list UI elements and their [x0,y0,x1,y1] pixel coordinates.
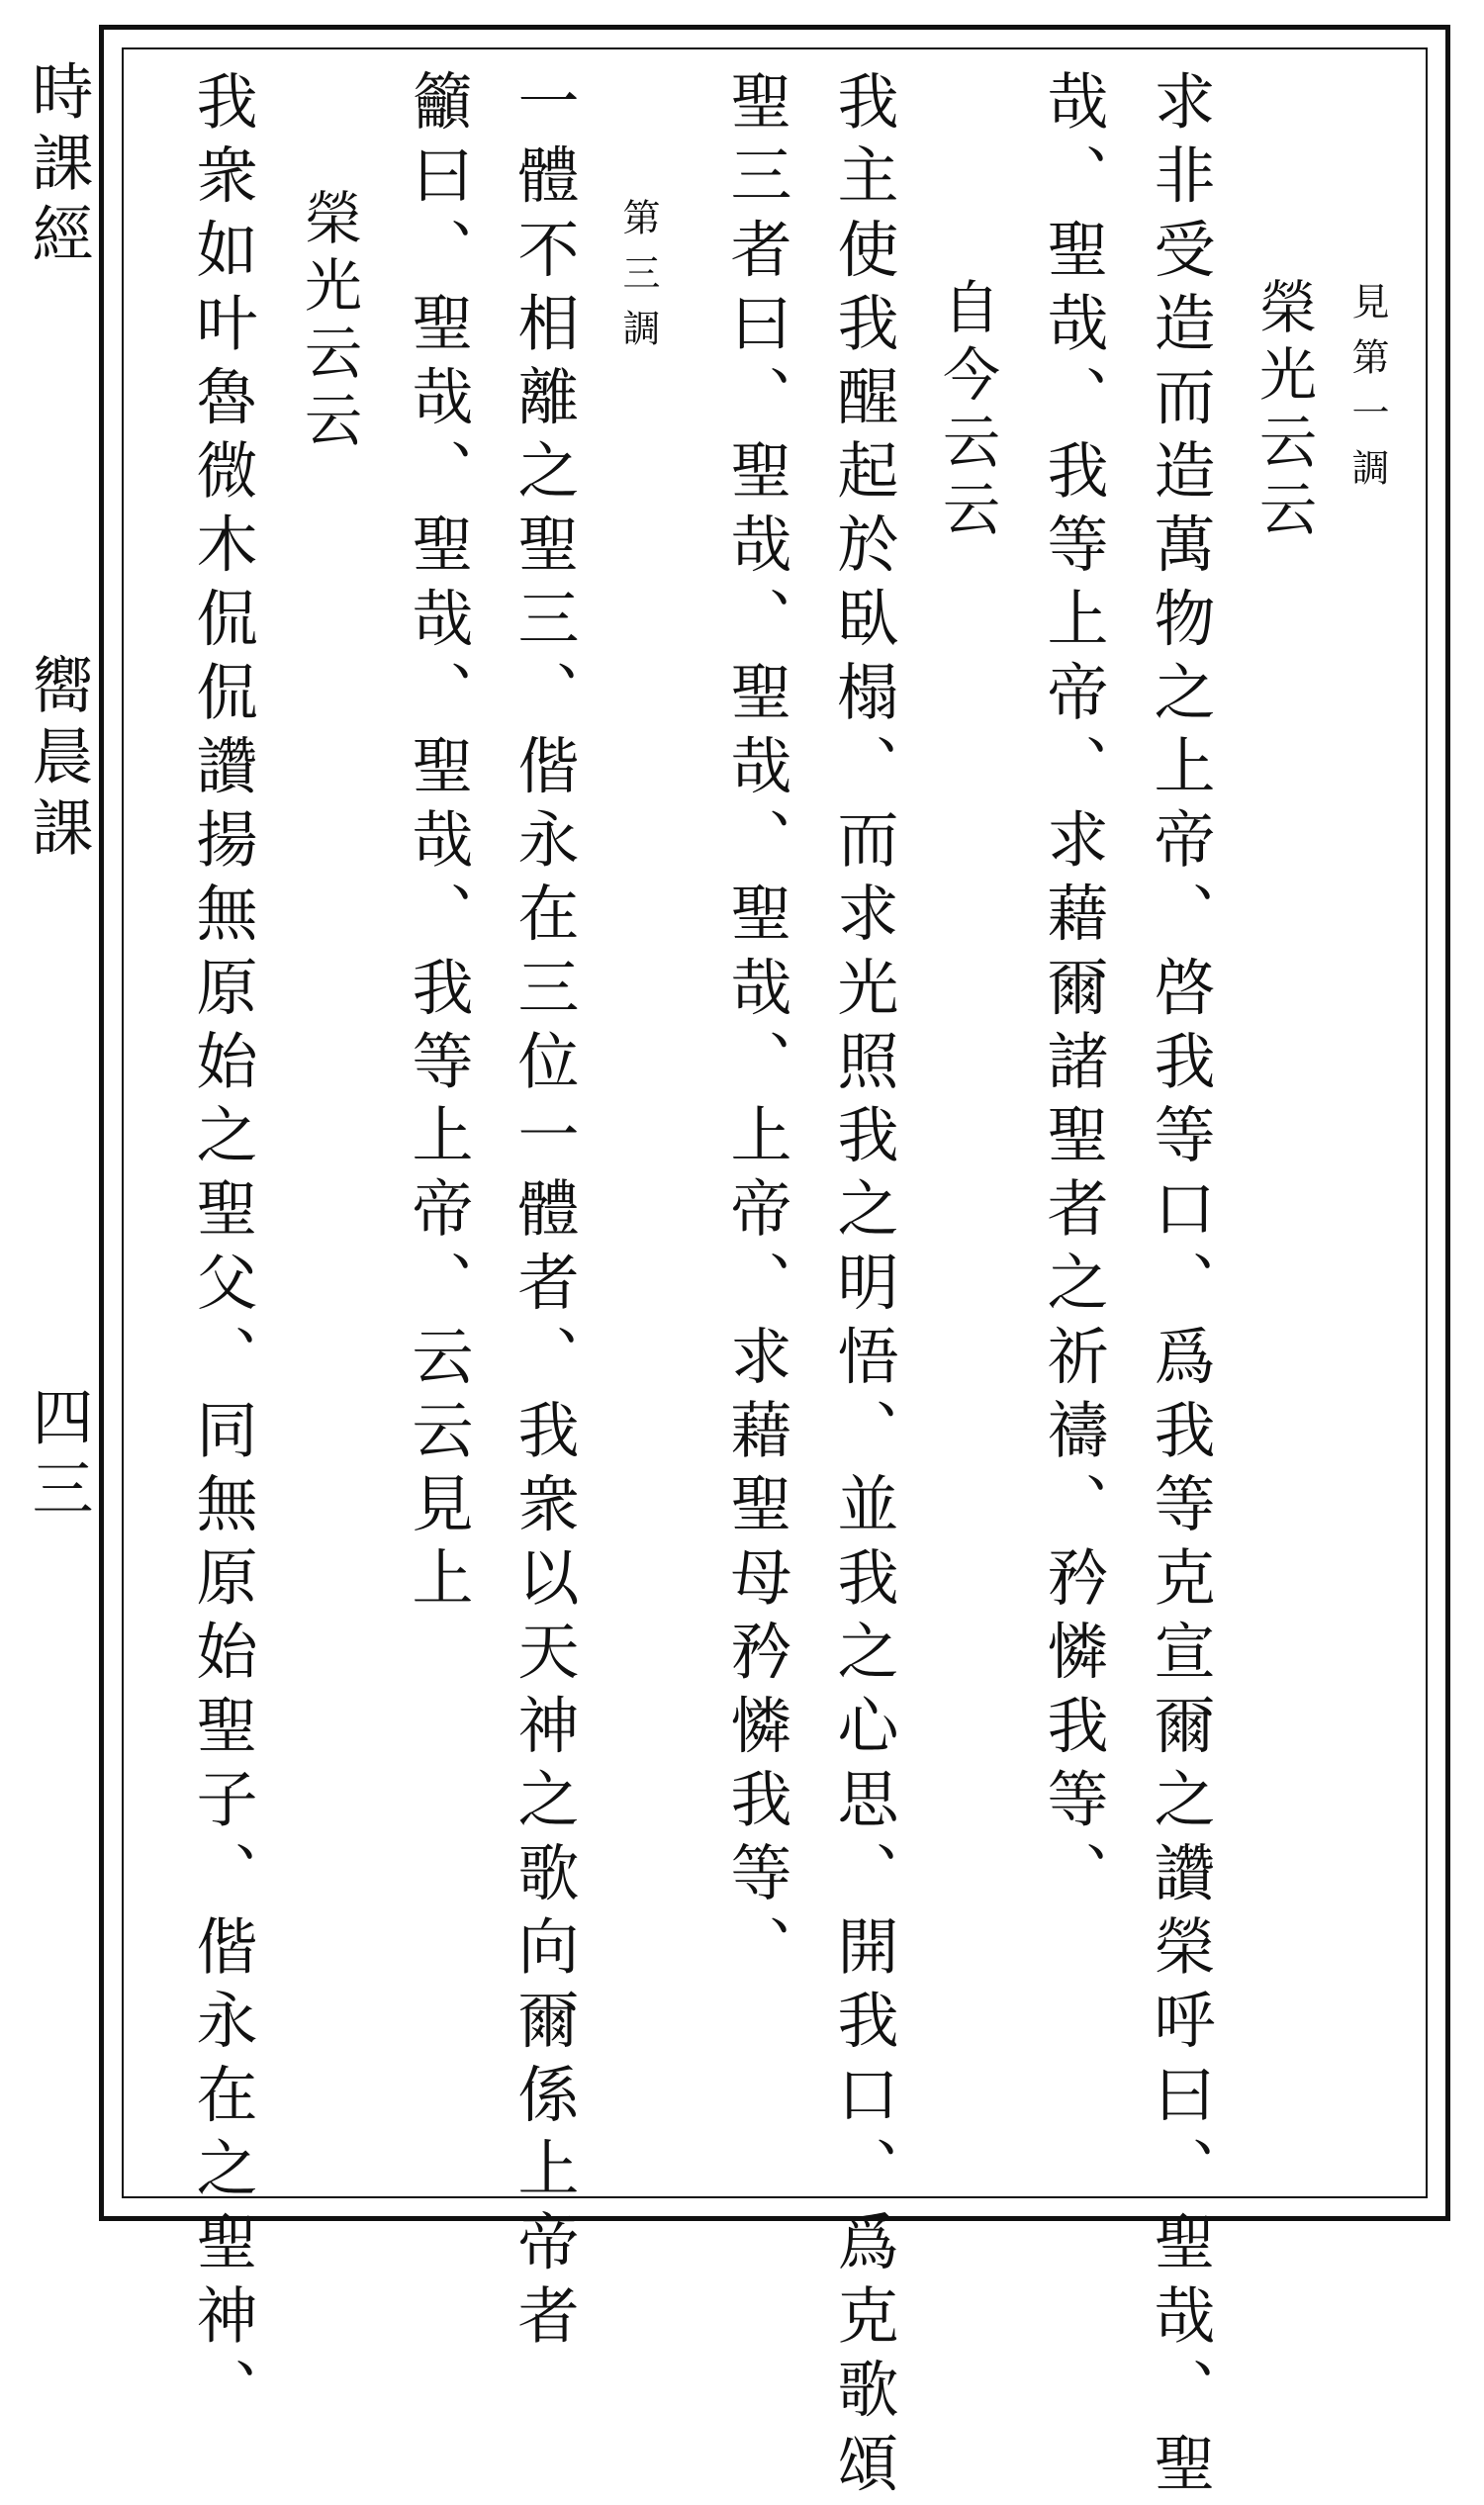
troparion-2-line-2: 聖三者曰、聖哉、聖哉、聖哉、上帝、求藉聖母矜憐我等、 [720,69,792,1989]
troparion-4-line-1: 我衆如叶魯微木侃侃讚揚無原始之聖父、同無原始聖子、偕永在之聖神、 [186,69,258,2432]
page-number: 四三 [22,1385,94,1528]
book-title: 時課經 [22,59,94,273]
tone-heading-third: 第三調 [616,198,660,364]
rubric-glory: 榮光云云 [1250,277,1317,546]
rubric-now: 自今云云 [933,277,1000,546]
troparion-3-line-1: 一體不相離之聖三、偕永在三位一體者、我衆以天神之歌向爾係上帝者 [508,69,580,2358]
troparion-2-line-1: 我主使我醒起於臥榻、而求光照我之明悟、並我之心思、開我口、爲克歌頌 [827,69,899,2505]
rubric-glory-2: 榮光云云 [295,188,362,457]
troparion-1-line-1: 求非受造而造萬物之上帝、啓我等口、爲我等克宣爾之讚榮呼曰、聖哉、聖 [1144,69,1216,2505]
troparion-1-line-2: 哉、聖哉、我等上帝、求藉爾諸聖者之祈禱、矜憐我等、 [1037,69,1109,1914]
section-title: 嚮晨課 [22,653,94,867]
troparion-3-line-2: 籲曰、聖哉、聖哉、聖哉、我等上帝、云云見上 [402,69,474,1620]
tone-heading-first: 見第一調 [1345,282,1389,504]
